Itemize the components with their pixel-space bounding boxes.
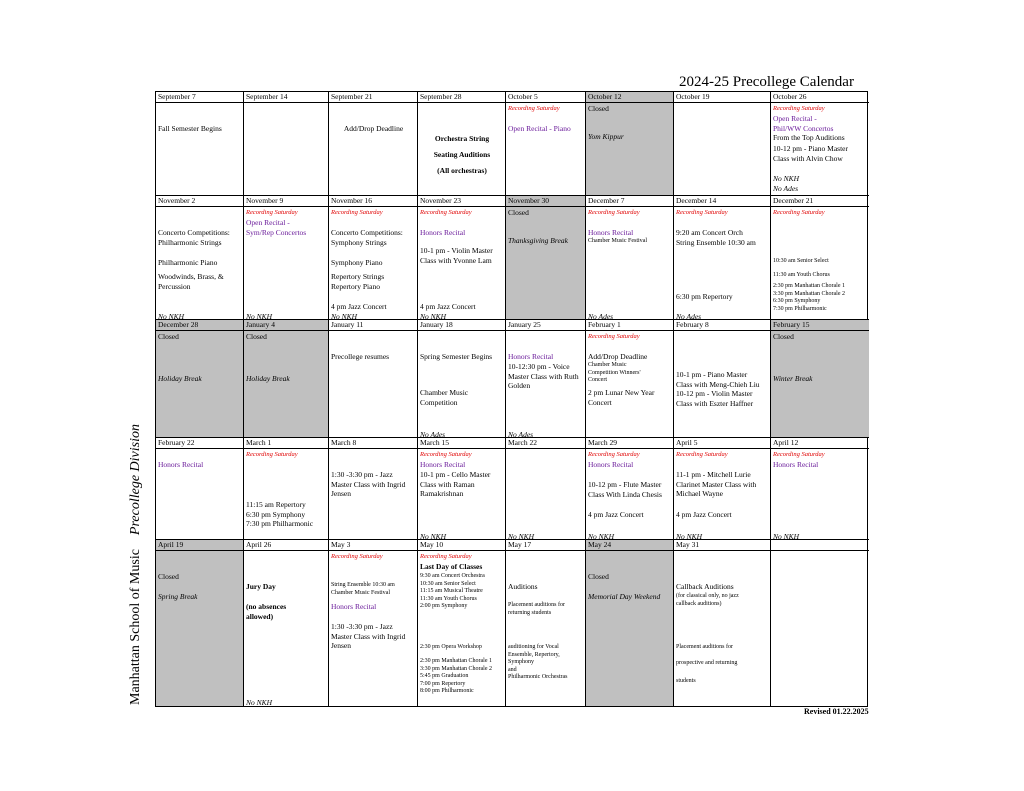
event-text: 9:30 am Concert Orchestra 10:30 am Senior Select 11:15 am Musical Theatre 11:30 am Youth Chorus 2:00 pm Symphony xyxy=(420,573,485,609)
event-text: No NKH xyxy=(246,312,273,320)
day-date xyxy=(771,540,869,551)
event-text: Woodwinds, Brass, & Percussion xyxy=(158,272,224,291)
day-date: January 25 xyxy=(506,320,585,331)
day-date: December 21 xyxy=(771,196,869,207)
day-date: May 17 xyxy=(506,540,585,551)
day-cell xyxy=(156,196,244,320)
day-date: April 12 xyxy=(771,438,869,449)
event-text: Recording Saturday xyxy=(676,451,728,458)
day-cell xyxy=(771,438,869,540)
school-name: Manhattan School of Music xyxy=(128,549,143,705)
event-text: Callback Auditions xyxy=(676,582,734,591)
day-cell xyxy=(244,438,329,540)
day-cell xyxy=(771,320,869,438)
event-text: 10-12:30 pm - Voice Master Class with Ruth Golden xyxy=(508,362,579,391)
day-date: April 26 xyxy=(244,540,328,551)
day-date: November 23 xyxy=(418,196,505,207)
event-text: 11-1 pm - Mitchell Lurie Clarinet Master Class with Michael Wayne xyxy=(676,470,757,499)
event-text: 6:30 pm Repertory xyxy=(676,292,733,301)
event-text: Honors Recital xyxy=(773,460,819,469)
day-cell xyxy=(506,438,586,540)
event-text: No Ades xyxy=(420,430,446,438)
day-cell xyxy=(329,92,418,196)
event-text: 10-12 pm - Flute Master Class With Linda Chesis xyxy=(588,480,662,499)
event-text: 1:30 -3:30 pm - Jazz Master Class with Ingrid Jensen xyxy=(331,470,406,499)
event-text: Thanksgiving Break xyxy=(508,236,568,245)
event-text: Placement auditions for xyxy=(676,644,733,650)
day-cell xyxy=(329,438,418,540)
event-text: Recording Saturday xyxy=(246,209,298,216)
event-text: Closed xyxy=(773,332,794,341)
event-text: 10-1 pm - Piano Master Class with Meng-Chieh Liu 10-12 pm - Violin Master Class with Eszter Haffner xyxy=(676,370,760,408)
event-text: Recording Saturday xyxy=(676,209,728,216)
side-label xyxy=(128,424,144,705)
day-cell xyxy=(418,92,506,196)
day-cell xyxy=(586,438,674,540)
event-text: Open Recital - Piano xyxy=(508,124,571,133)
day-date: April 5 xyxy=(674,438,770,449)
day-cell xyxy=(418,540,506,706)
event-text: auditioning for Vocal Ensemble, Repertory, Symphony and Philharmonic Orchestras xyxy=(508,644,568,680)
event-text: Chamber Music Competition xyxy=(420,388,469,407)
event-text: Concerto Competitions: Philharmonic Strings xyxy=(158,228,230,247)
day-date: January 4 xyxy=(244,320,328,331)
day-date: November 30 xyxy=(506,196,585,207)
day-cell xyxy=(674,540,771,706)
day-date: September 21 xyxy=(329,92,417,103)
event-text: No NKH xyxy=(420,532,447,540)
day-cell xyxy=(329,320,418,438)
day-cell xyxy=(771,92,869,196)
event-text: 4 pm Jazz Concert xyxy=(676,510,732,519)
day-date: April 19 xyxy=(156,540,243,551)
day-cell xyxy=(674,92,771,196)
event-text: Closed xyxy=(246,332,267,341)
day-cell xyxy=(418,196,506,320)
day-date: March 29 xyxy=(586,438,673,449)
event-text: Precollege resumes xyxy=(331,352,390,361)
event-text: Honors Recital xyxy=(331,602,377,611)
event-text: Closed xyxy=(588,572,609,581)
event-text: 4 pm Jazz Concert xyxy=(331,302,387,311)
event-text: Recording Saturday xyxy=(588,333,640,340)
event-text: Recording Saturday xyxy=(331,553,383,560)
event-text: 10-1 pm - Violin Master Class with Yvonne Lam xyxy=(420,246,493,265)
day-cell xyxy=(586,196,674,320)
event-text: 2:30 pm Manhattan Chorale 1 3:30 pm Manhattan Chorale 2 5:45 pm Graduation 7:00 pm Repertory 8:00 pm Philharmonic xyxy=(420,658,492,694)
day-cell xyxy=(771,540,869,706)
event-text: Philharmonic Piano xyxy=(158,258,218,267)
event-text: 2:30 pm Opera Workshop xyxy=(420,644,482,650)
event-text: Placement auditions for returning students xyxy=(508,602,565,616)
event-text: (no absences allowed) xyxy=(246,602,287,621)
event-text: Add/Drop Deadline xyxy=(588,352,648,361)
event-text: Recording Saturday xyxy=(773,451,825,458)
calendar-title: 2024-25 Precollege Calendar xyxy=(679,74,854,90)
day-cell xyxy=(244,320,329,438)
day-date: December 28 xyxy=(156,320,243,331)
event-text: No NKH xyxy=(246,698,273,706)
event-text: No Ades xyxy=(588,312,614,320)
event-text: Closed xyxy=(508,208,529,217)
event-text: Closed xyxy=(588,104,609,113)
event-text: prospective and returning xyxy=(676,660,738,666)
day-cell xyxy=(674,438,771,540)
day-date: September 28 xyxy=(418,92,505,103)
day-date: January 11 xyxy=(329,320,417,331)
event-text: (All orchestras) xyxy=(437,166,487,175)
event-text: 10-1 pm - Cello Master Class with Raman Ramakrishnan xyxy=(420,470,491,499)
event-text: 1:30 -3:30 pm - Jazz Master Class with Ingrid Jensen xyxy=(331,622,406,651)
event-text: Fall Semester Begins xyxy=(158,124,222,133)
day-date: October 19 xyxy=(674,92,770,103)
day-date: September 7 xyxy=(156,92,243,103)
day-cell xyxy=(506,320,586,438)
day-cell xyxy=(244,196,329,320)
event-text: Honors Recital xyxy=(588,460,634,469)
calendar-grid xyxy=(155,91,868,707)
day-date: November 2 xyxy=(156,196,243,207)
event-text: 4 pm Jazz Concert xyxy=(420,302,476,311)
event-text: students xyxy=(676,678,696,684)
day-date: November 16 xyxy=(329,196,417,207)
event-text: Symphony Piano xyxy=(331,258,383,267)
day-date: November 9 xyxy=(244,196,328,207)
day-cell xyxy=(506,92,586,196)
event-text: 2 pm Lunar New Year Concert xyxy=(588,388,655,407)
event-text: 4 pm Jazz Concert xyxy=(588,510,644,519)
division-name: Precollege Division xyxy=(128,424,143,536)
day-date: March 15 xyxy=(418,438,505,449)
event-text: Seating Auditions xyxy=(433,150,491,159)
event-text: Recording Saturday xyxy=(331,209,383,216)
event-text: Recording Saturday xyxy=(420,451,472,458)
event-text: (for classical only, no jazz callback auditions) xyxy=(676,593,739,607)
day-cell xyxy=(586,540,674,706)
event-text: No Ades xyxy=(508,430,534,438)
event-text: No NKH xyxy=(420,312,447,320)
event-text: Open Recital - Phil/WW Concertos xyxy=(773,114,834,133)
event-text: 11:30 am Youth Chorus xyxy=(773,272,830,278)
event-text: No NKH xyxy=(773,174,800,183)
day-date: May 31 xyxy=(674,540,770,551)
event-text: Recording Saturday xyxy=(773,105,825,112)
day-date: March 1 xyxy=(244,438,328,449)
day-cell xyxy=(244,92,329,196)
event-text: Spring Semester Begins xyxy=(420,352,493,361)
event-text: No Ades xyxy=(773,184,799,193)
day-date: May 3 xyxy=(329,540,417,551)
day-date: February 15 xyxy=(771,320,869,331)
day-date: October 26 xyxy=(771,92,869,103)
day-cell xyxy=(586,92,674,196)
day-cell xyxy=(674,320,771,438)
event-text: Chamber Music Festival xyxy=(588,238,647,244)
day-cell xyxy=(418,320,506,438)
day-date: October 5 xyxy=(506,92,585,103)
event-text: Honors Recital xyxy=(588,228,634,237)
event-text: 2:30 pm Manhattan Chorale 1 3:30 pm Manhattan Chorale 2 6:30 pm Symphony 7:30 pm Philharmonic xyxy=(773,283,845,312)
day-cell xyxy=(156,320,244,438)
event-text: From the Top Auditions xyxy=(773,133,845,142)
event-text: Open Recital - Sym/Rep Concertos xyxy=(246,218,307,237)
revised-date: Revised 01.22.2025 xyxy=(804,707,869,716)
event-text: Recording Saturday xyxy=(588,451,640,458)
event-text: Chamber Music Competition Winners' Concert xyxy=(588,362,641,383)
day-date: December 14 xyxy=(674,196,770,207)
day-date: May 24 xyxy=(586,540,673,551)
event-text: Honors Recital xyxy=(508,352,554,361)
event-text: Honors Recital xyxy=(158,460,204,469)
event-text: No NKH xyxy=(508,532,535,540)
event-text: Recording Saturday xyxy=(420,209,472,216)
day-cell xyxy=(244,540,329,706)
event-text: 10-12 pm - Piano Master Class with Alvin Chow xyxy=(773,144,848,163)
event-text: Recording Saturday xyxy=(588,209,640,216)
day-cell xyxy=(586,320,674,438)
event-text: No NKH xyxy=(588,532,615,540)
day-cell xyxy=(506,540,586,706)
event-text: Auditions xyxy=(508,582,538,591)
event-text: No NKH xyxy=(773,532,800,540)
day-date: December 7 xyxy=(586,196,673,207)
event-text: String Ensemble 10:30 am Chamber Music Festival xyxy=(331,582,395,596)
event-text: Closed xyxy=(158,332,179,341)
day-date: February 8 xyxy=(674,320,770,331)
event-text: Concerto Competitions: Symphony Strings xyxy=(331,228,403,247)
event-text: Honors Recital xyxy=(420,460,466,469)
day-date: May 10 xyxy=(418,540,505,551)
event-text: Add/Drop Deadline xyxy=(343,124,404,133)
day-cell xyxy=(329,540,418,706)
event-text: No NKH xyxy=(676,532,703,540)
event-text: Holiday Break xyxy=(246,374,290,383)
day-date: September 14 xyxy=(244,92,328,103)
day-date: March 22 xyxy=(506,438,585,449)
day-cell xyxy=(506,196,586,320)
event-text: Yom Kippur xyxy=(588,132,624,141)
event-text: Spring Break xyxy=(158,592,198,601)
event-text: No NKH xyxy=(158,312,185,320)
day-cell xyxy=(329,196,418,320)
event-text: Closed xyxy=(158,572,179,581)
event-text: Memorial Day Weekend xyxy=(588,592,661,601)
event-text: Orchestra String xyxy=(434,134,490,143)
day-date: October 12 xyxy=(586,92,673,103)
event-text: Recording Saturday xyxy=(773,209,825,216)
day-cell xyxy=(156,438,244,540)
event-text: Honors Recital xyxy=(420,228,466,237)
event-text: 9:20 am Concert Orch String Ensemble 10:30 am xyxy=(676,228,756,247)
day-date: February 1 xyxy=(586,320,673,331)
event-text: Recording Saturday xyxy=(420,553,472,560)
event-text: 10:30 am Senior Select xyxy=(773,258,829,264)
event-text: Holiday Break xyxy=(158,374,202,383)
day-cell xyxy=(674,196,771,320)
event-text: No NKH xyxy=(331,312,358,320)
day-cell xyxy=(771,196,869,320)
event-text: Winter Break xyxy=(773,374,813,383)
event-text: Last Day of Classes xyxy=(420,562,483,571)
event-text: Recording Saturday xyxy=(246,451,298,458)
day-cell xyxy=(156,92,244,196)
event-text: Recording Saturday xyxy=(508,105,560,112)
day-date: March 8 xyxy=(329,438,417,449)
event-text: Repertory Strings Repertory Piano xyxy=(331,272,385,291)
day-cell xyxy=(418,438,506,540)
day-cell xyxy=(156,540,244,706)
day-date: February 22 xyxy=(156,438,243,449)
event-text: No Ades xyxy=(676,312,702,320)
event-text: Jury Day xyxy=(246,582,276,591)
day-date: January 18 xyxy=(418,320,505,331)
event-text: 11:15 am Repertory 6:30 pm Symphony 7:30 pm Philharmonic xyxy=(246,500,314,529)
